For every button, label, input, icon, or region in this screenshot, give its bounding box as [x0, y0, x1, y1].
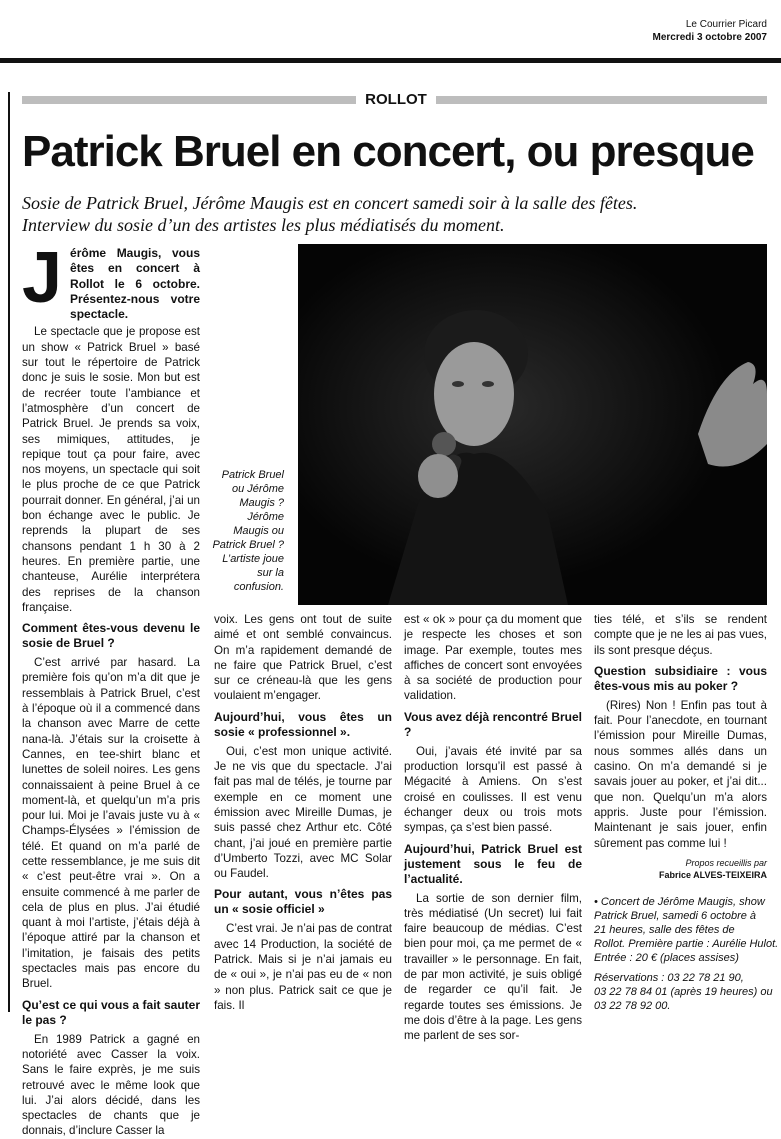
- question-heading: Aujourd’hui, Patrick Bruel est justement sous le feu de l’actualité.: [404, 841, 582, 886]
- answer-paragraph: (Rires) Non ! Enfin pas tout à fait. Pour l’anecdote, en tournant l’émission pour Mireille Dumas, nous sommes allés dans un casino. On m’a demandé si je savais jouer au poker, et j’ai dit... que non. Quelqu’un m’a alors appris. Juste pour l’émission. Maintenant je sais jouer, enfin sûrement pas comme lui !: [594, 698, 767, 850]
- answer-paragraph: C’est arrivé par hasard. La première fois qu’on m’a dit que je ressemblais à Patrick Bruel, c’est à l’époque où il a commencé dans la chanson avec Marre de cette nana-là. J’étais sur la croisette à Cannes, en tee-shirt blanc et lunettes de soleil noires. Les gens connaissaient à peine Bruel à ce moment-là, et quelqu’un m’a pris pour lui. Moi je l’avais juste vu à « Champs-Élysées » l’émission de télé. Et quand on m’a parlé de cette ressemblance, je me suis dit « c’est peut-être vrai ». On a ensuite commencé à me parler de cela de plus en plus. J’ai étudié quant à moi l’artiste, j’étais déjà à l’époque attiré par la chanson et l’imitation, je faisais des petits spectacles mais pas encore du Bruel.: [22, 656, 200, 991]
- standfirst-line: Sosie de Patrick Bruel, Jérôme Maugis est en concert samedi soir à la salle des fêtes.: [22, 193, 638, 213]
- column-1: [22, 238, 200, 1139]
- publication-name: Le Courrier Picard: [685, 19, 767, 30]
- article-standfirst: [22, 192, 767, 236]
- lead-question: érôme Maugis, vous êtes en concert à Rollot le 6 octobre. Présentez-nous votre spectacle.: [70, 246, 200, 322]
- singer-photo-illustration: [298, 244, 767, 605]
- answer-paragraph: ties télé, et s’ils se rendent compte que je ne les ai pas vues, ils sont presque déçus.: [594, 613, 767, 657]
- column-2: [214, 612, 392, 1013]
- section-label: ROLLOT: [356, 90, 436, 110]
- byline-author: Fabrice ALVES-TEIXEIRA: [658, 869, 767, 880]
- concert-photo: [298, 244, 767, 605]
- photo-caption: Patrick Bruel ou Jérôme Maugis ? Jérôme Maugis ou Patrick Bruel ? L’artiste joue sur la confusion.: [212, 469, 284, 593]
- article-headline: Patrick Bruel en concert, ou presque: [22, 127, 754, 176]
- question-heading: Question subsidiaire : vous êtes-vous mis au poker ?: [594, 663, 767, 693]
- question-heading: Vous avez déjà rencontré Bruel ?: [404, 709, 582, 739]
- column-3: [404, 612, 582, 1044]
- info-line: 21 heures, salle des fêtes de: [594, 923, 735, 936]
- answer-paragraph: Oui, c’est mon unique activité. Je ne vis que du spectacle. J’ai fait pas mal de télés, je tourne par exemple en ce moment une émission avec Mireille Dumas, je suis passé chez Arthur etc. Côté chant, j’ai joué en première partie d’Umberto Tozzi, avec MC Solar ou Faudel.: [214, 744, 392, 881]
- info-line: Entrée : 20 € (places assises): [594, 951, 739, 964]
- event-info-box: [594, 895, 779, 1013]
- answer-paragraph: est « ok » pour ça du moment que je respecte les choses et son image. Par exemple, toutes mes affiches de concert sont envoyées à sa société de production pour validation.: [404, 613, 582, 703]
- answer-paragraph: La sortie de son dernier film, très médiatisé (Un secret) lui fait faire beaucoup de médias. C’est bien pour moi, ça me permet de « travailler » le personnage. En fait, de par mon activité, je suis obligé de regarder ce qu’il fait. Je regarde toutes ses émissions. Je me dois d’être à la page. Les gens me parlent de ses sor-: [404, 891, 582, 1043]
- question-heading: Pour autant, vous n’êtes pas un « sosie officiel »: [214, 887, 392, 917]
- answer-paragraph: C’est vrai. Je n’ai pas de contrat avec 14 Production, la société de Patrick. Mais si je n’ai jamais eu de « oui », je n’ai pas eu de « non » non plus. Patrick sait ce que je fais. Il: [214, 922, 392, 1012]
- byline-intro: Propos recueillis par: [685, 857, 767, 868]
- info-line: • Concert de Jérôme Maugis, show: [594, 895, 765, 908]
- answer-paragraph: Le spectacle que je propose est un show « Patrick Bruel » basé sur tout le répertoire de Patrick donc je suis le sosie. Mon but est de recréer toute l’ambiance et l’atmosphère d’un concert de Patrick Bruel. Je prends sa voix, ses mimiques, attitudes, je repique tout ça pour faire, avec nos moyens, un spectacle qui soit le plus proche de ce que Patrick pourrait donner. En général, j’ai un bon échange avec le public. Je reprends la plupart de ses chansons pendant 1 h 30 à 2 heures. En première partie, une chanteuse, Aurélie interprétera des reprises de la chanson française.: [22, 325, 200, 614]
- answer-paragraph: voix. Les gens ont tout de suite aimé et ont semblé convaincus. On m’a rapidement demandé de ne faire que Patrick Bruel, c’est sur ce créneau-là que les gens voulaient m’engager.: [214, 613, 392, 703]
- top-rule: [0, 58, 781, 63]
- left-rule: [8, 92, 10, 1012]
- answer-paragraph: En 1989 Patrick a gagné en notoriété avec Casser la voix. Sans le faire exprès, je me suis retrouvé avec le même look que lui. J’ai alors décidé, dans les spectacles de chants que je donnais, d’inclure Casser la: [22, 1032, 200, 1138]
- question-heading: Aujourd’hui, vous êtes un sosie « professionnel ».: [214, 709, 392, 739]
- question-heading: Comment êtes-vous devenu le sosie de Bruel ?: [22, 621, 200, 651]
- info-line: Réservations : 03 22 78 21 90,: [594, 971, 744, 984]
- info-line: Patrick Bruel, samedi 6 octobre à: [594, 909, 757, 922]
- answer-paragraph: Oui, j’avais été invité par sa production lorsqu’il est passé à Mégacité à Amiens. On s’est croisé en coulisses. Il est venu échanger deux ou trois mots sympas, ça s’est bien passé.: [404, 744, 582, 835]
- question-heading: Qu’est ce qui vous a fait sauter le pas ?: [22, 997, 200, 1027]
- publication-date: Mercredi 3 octobre 2007: [652, 32, 767, 43]
- column-4: [594, 612, 779, 1013]
- info-line: 03 22 78 92 00.: [594, 999, 671, 1012]
- drop-cap: J: [22, 238, 63, 318]
- info-line: 03 22 78 84 01 (après 19 heures) ou: [594, 985, 773, 998]
- info-line: Rollot. Première partie : Aurélie Hulot.: [594, 937, 779, 950]
- standfirst-line: Interview du sosie d’un des artistes les plus médiatisés du moment.: [22, 215, 505, 235]
- byline: [594, 857, 767, 881]
- publication-header: [653, 18, 768, 44]
